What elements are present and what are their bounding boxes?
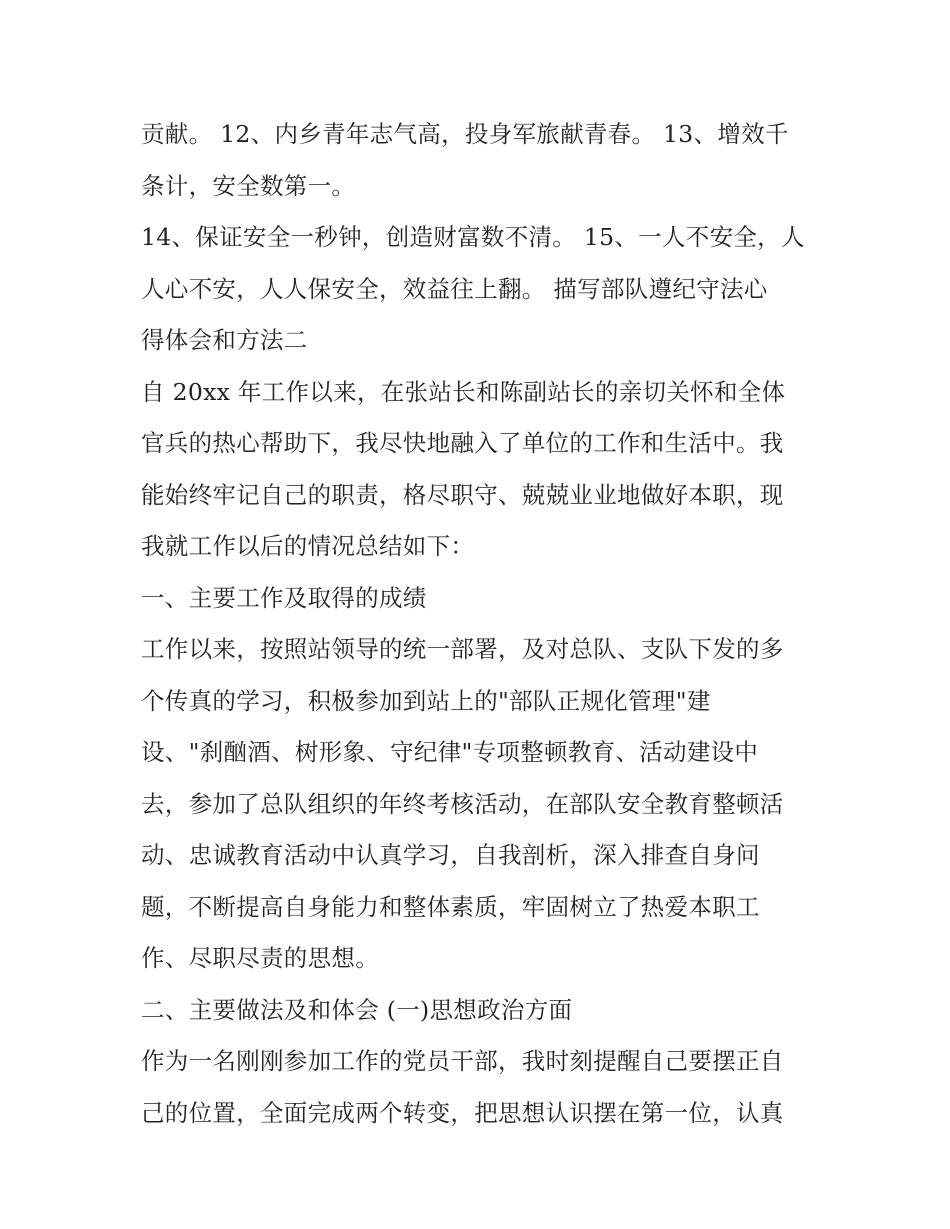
text-line: 个传真的学习，积极参加到站上的"部队正规化管理"建	[141, 686, 711, 715]
text-line: 作为一名刚刚参加工作的党员干部，我时刻提醒自己要摆正自	[141, 1047, 784, 1075]
section-heading: 二、主要做法及和体会 (一)思想政治方面	[141, 995, 573, 1024]
text-line: 自 20xx 年工作以来，在张站长和陈副站长的亲切关怀和全体	[141, 377, 786, 406]
text-line: 己的位置，全面完成两个转变，把思想认识摆在第一位，认真	[141, 1098, 784, 1127]
text-line: 题，不断提高自身能力和整体素质，牢固树立了热爱本职工	[141, 892, 760, 921]
text-line: 条计，安全数第一。	[141, 171, 356, 200]
text-line: 得体会和方法二	[141, 326, 308, 354]
text-line: 工作以来，按照站领导的统一部署，及对总队、支队下发的多	[141, 635, 784, 663]
text-line: 去，参加了总队组织的年终考核活动，在部队安全教育整顿活	[141, 789, 784, 818]
section-heading: 一、主要工作及取得的成绩	[141, 583, 427, 612]
text-line: 能始终牢记自己的职责，格尽职守、兢兢业业地做好本职，现	[141, 480, 784, 509]
document-body	[141, 109, 821, 1139]
text-line: 贡献。 12、内乡青年志气高，投身军旅献青春。 13、增效千	[141, 120, 789, 148]
text-line: 动、忠诚教育活动中认真学习，自我剖析，深入排查自身问	[141, 841, 760, 869]
text-line: 我就工作以后的情况总结如下：	[141, 532, 475, 560]
text-line: 设、"刹酗酒、树形象、守纪律"专项整顿教育、活动建设中	[141, 738, 759, 766]
text-line: 作、尽职尽责的思想。	[141, 944, 379, 972]
text-line: 14、保证安全一秒钟，创造财富数不清。 15、一人不安全，人	[141, 223, 805, 251]
text-line: 官兵的热心帮助下，我尽快地融入了单位的工作和生活中。我	[141, 429, 784, 457]
text-line: 人心不安，人人保安全，效益往上翻。 描写部队遵纪守法心	[141, 274, 768, 303]
